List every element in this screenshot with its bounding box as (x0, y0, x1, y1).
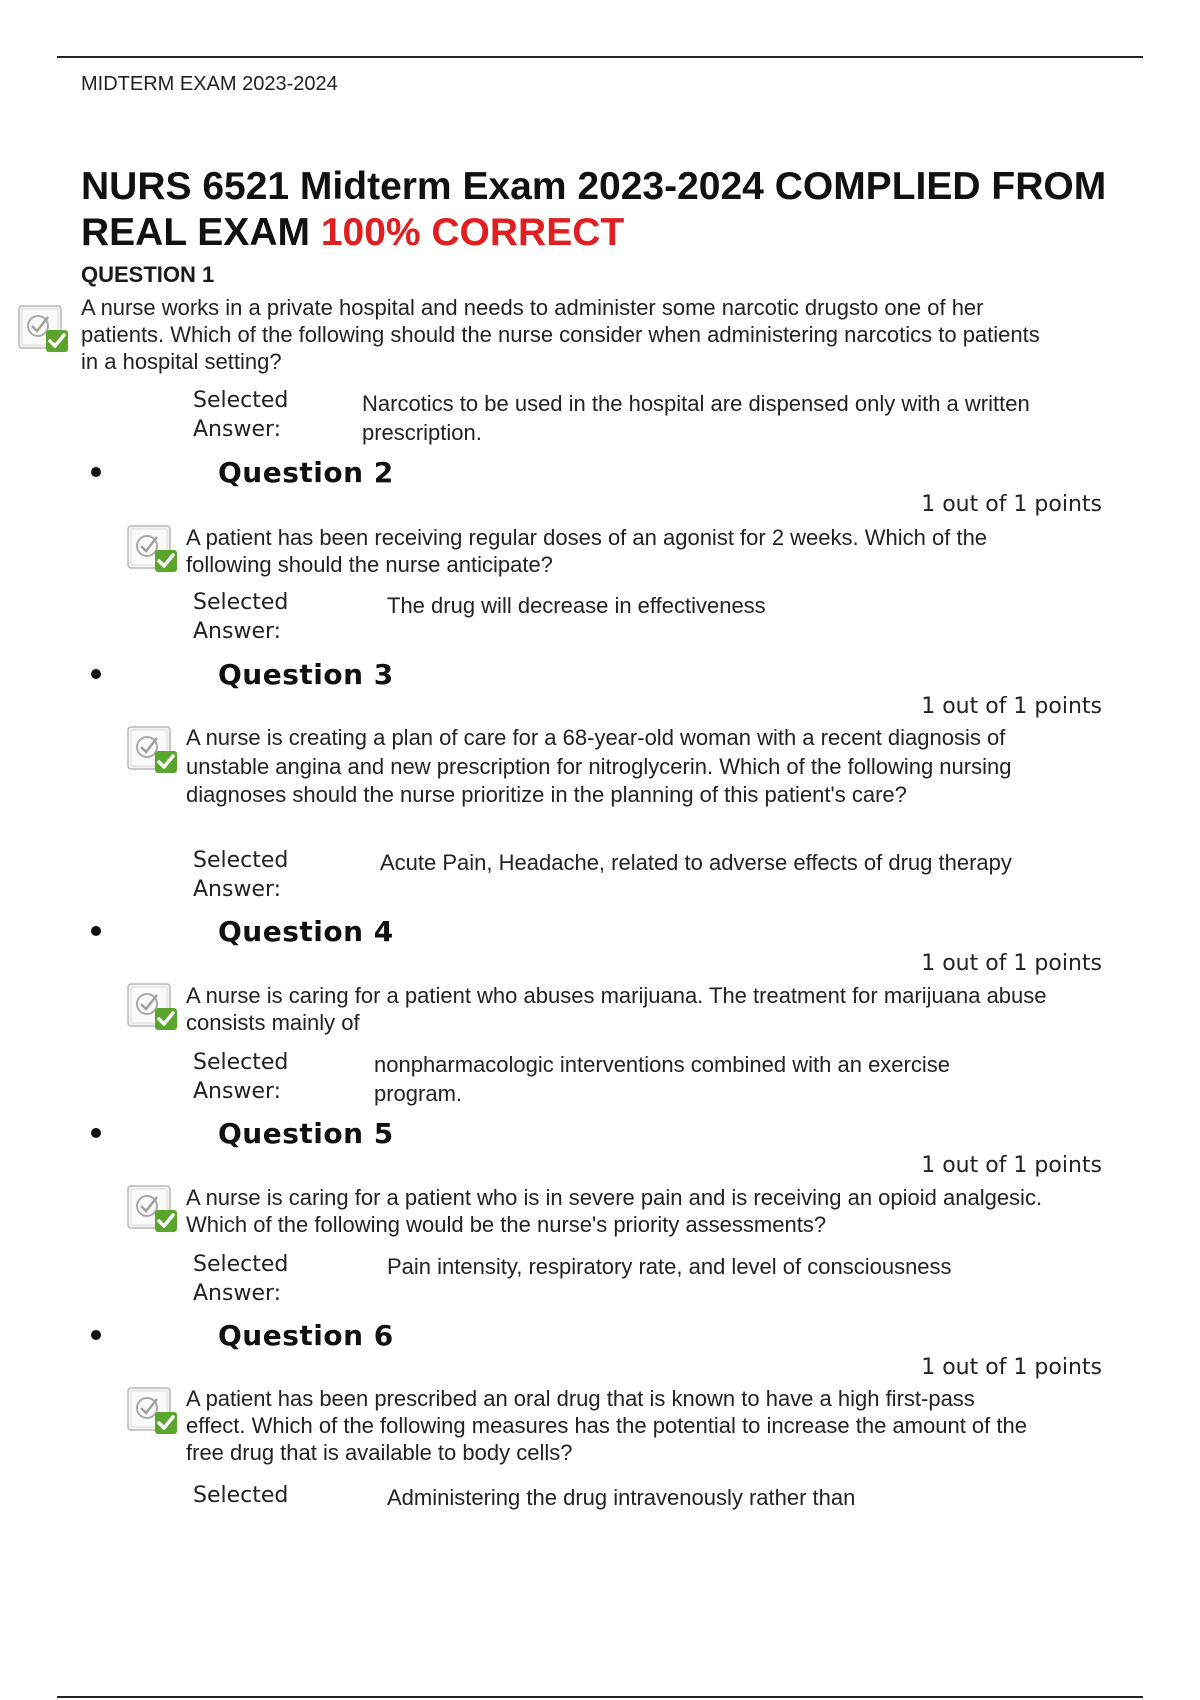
question-4-answer: nonpharmacologic interventions combined with an exercise program. (374, 1052, 950, 1106)
correct-answer-icon (127, 1386, 179, 1436)
selected-answer-label: Selected Answer: (193, 848, 289, 902)
correct-answer-icon (127, 524, 179, 574)
correct-answer-icon (127, 725, 179, 775)
page-header: MIDTERM EXAM 2023-2024 (81, 73, 338, 95)
question-6-text: A patient has been prescribed an oral drug that is known to have a high first-pass effect. Which of the following measures has the potential to increase the amount of the free drug that is available to body cells? (186, 1386, 1027, 1465)
selected-answer-label: Selected Answer: (193, 590, 289, 644)
selected-answer-label: Selected Answer: (193, 1050, 289, 1104)
question-3-points: 1 out of 1 points (921, 694, 1102, 719)
selected-answer-label: Selected (193, 1483, 289, 1508)
question-5-heading: Question 5 (218, 1117, 394, 1150)
page-title (81, 164, 1141, 256)
question-2-heading: Question 2 (218, 456, 394, 489)
question-3-answer: Acute Pain, Headache, related to adverse effects of drug therapy (380, 850, 1012, 875)
question-6-points: 1 out of 1 points (921, 1355, 1102, 1380)
correct-answer-icon (127, 982, 179, 1032)
question-2-answer: The drug will decrease in effectiveness (387, 593, 766, 618)
question-4-text: A nurse is caring for a patient who abuses marijuana. The treatment for marijuana abuse consists mainly of (186, 983, 1047, 1035)
bullet (91, 926, 101, 936)
question-6-answer: Administering the drug intravenously rather than (387, 1485, 856, 1510)
question-5-points: 1 out of 1 points (921, 1153, 1102, 1178)
question-2-text: A patient has been receiving regular doses of an agonist for 2 weeks. Which of the following should the nurse anticipate? (186, 525, 988, 577)
top-rule (57, 56, 1143, 58)
title-main: NURS 6521 Midterm Exam 2023-2024 COMPLIED FROM REAL EXAM (81, 165, 1107, 254)
question-5-text: A nurse is caring for a patient who is in severe pain and is receiving an opioid analgesic. Which of the following would be the nurse's priority assessments? (186, 1185, 1043, 1237)
question-1-answer: Narcotics to be used in the hospital are dispensed only with a written prescription. (362, 391, 1030, 445)
bullet (91, 467, 101, 477)
selected-answer-label: Selected Answer: (193, 388, 289, 442)
question-4-heading: Question 4 (218, 915, 394, 948)
question-3-heading: Question 3 (218, 658, 394, 691)
selected-answer-label: Selected Answer: (193, 1252, 289, 1306)
question-4-points: 1 out of 1 points (921, 951, 1102, 976)
bullet (91, 669, 101, 679)
question-1-text: A nurse works in a private hospital and needs to administer some narcotic drugsto one of her patients. Which of the following should the nurse consider when administering narcotics to patients in a hospital setting? (81, 295, 1040, 374)
correct-answer-icon (127, 1184, 179, 1234)
bullet (91, 1128, 101, 1138)
bottom-rule (57, 1696, 1143, 1698)
question-5-answer: Pain intensity, respiratory rate, and level of consciousness (387, 1254, 952, 1279)
correct-answer-icon (18, 304, 70, 354)
question-1-heading: QUESTION 1 (81, 262, 215, 287)
question-3-text: A nurse is creating a plan of care for a 68-year-old woman with a recent diagnosis of unstable angina and new prescription for nitroglycerin. Which of the following nursing diagnoses should the nurse prioritize in the planning of this patient's care? (186, 725, 1012, 807)
question-6-heading: Question 6 (218, 1319, 394, 1352)
bullet (91, 1330, 101, 1340)
question-2-points: 1 out of 1 points (921, 492, 1102, 517)
title-accent: 100% CORRECT (320, 211, 625, 254)
